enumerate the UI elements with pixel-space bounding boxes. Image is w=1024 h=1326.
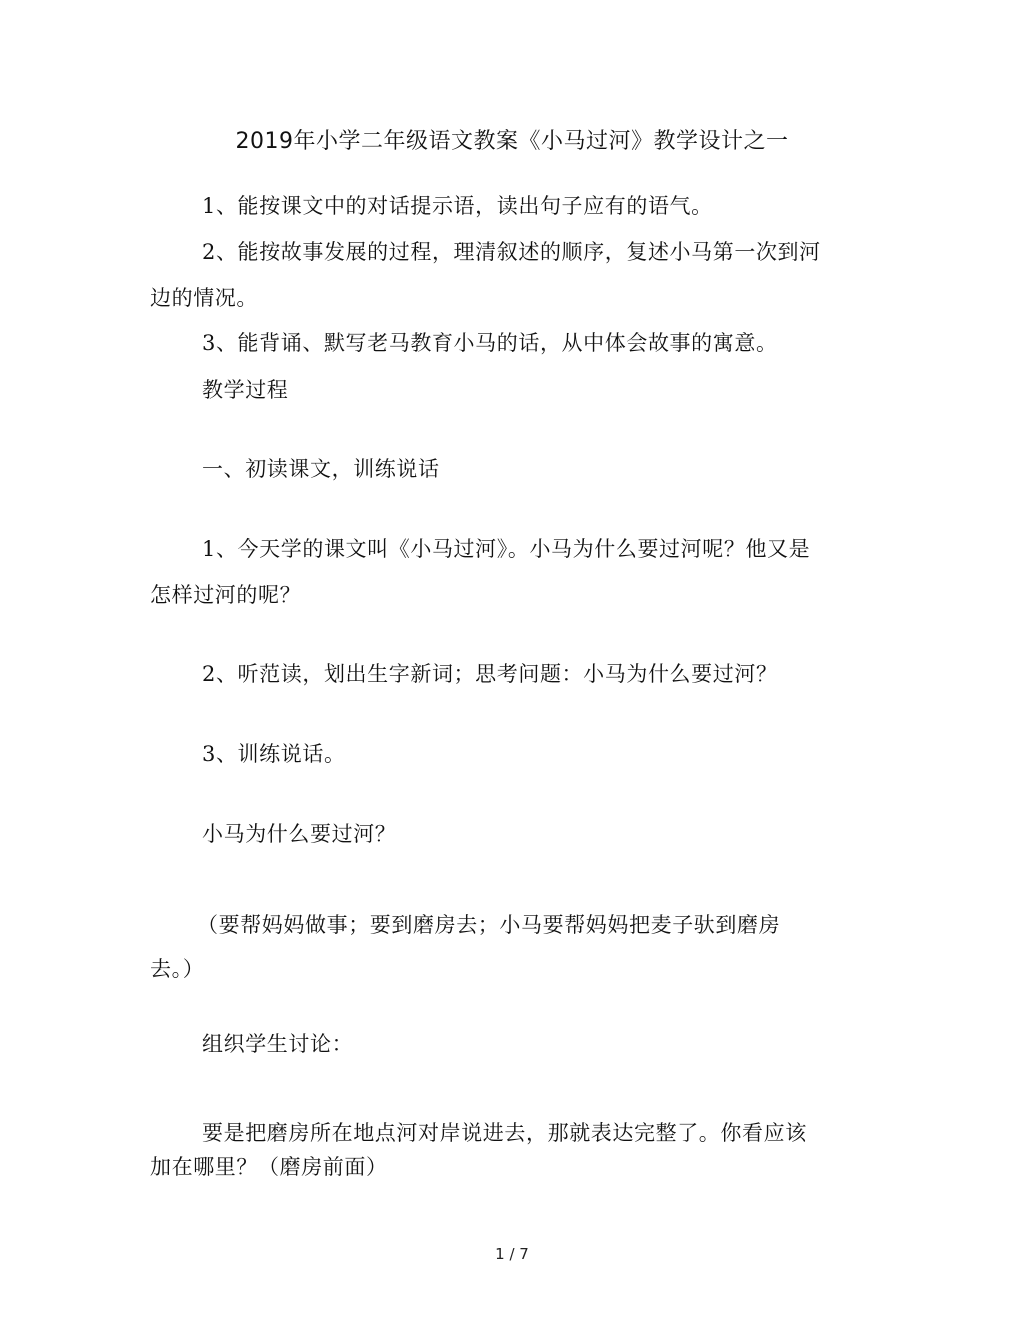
objective-1: 1、能按课文中的对话提示语，读出句子应有的语气。 bbox=[202, 194, 713, 218]
discussion-line-2: 加在哪里？（磨房前面） bbox=[150, 1155, 388, 1179]
answer-line-1: （要帮妈妈做事；要到磨房去；小马要帮妈妈把麦子驮到磨房 bbox=[197, 913, 781, 937]
section-1-heading: 一、初读课文，训练说话 bbox=[202, 457, 440, 481]
step-2: 2、听范读，划出生字新词；思考问题：小马为什么要过河？ bbox=[202, 662, 778, 686]
step-3: 3、训练说话。 bbox=[202, 742, 346, 766]
page-number: 1 / 7 bbox=[495, 1245, 529, 1263]
objective-3: 3、能背诵、默写老马教育小马的话，从中体会故事的寓意。 bbox=[202, 331, 778, 355]
discussion-line-1: 要是把磨房所在地点河对岸说进去，那就表达完整了。你看应该 bbox=[202, 1121, 807, 1145]
document-title: 2019年小学二年级语文教案《小马过河》教学设计之一 bbox=[235, 129, 789, 154]
objective-2-line-2: 边的情况。 bbox=[150, 286, 258, 310]
process-heading: 教学过程 bbox=[202, 378, 289, 402]
objective-2-line-1: 2、能按故事发展的过程，理清叙述的顺序，复述小马第一次到河 bbox=[202, 240, 821, 264]
discussion-heading: 组织学生讨论： bbox=[202, 1032, 354, 1056]
answer-line-2: 去。） bbox=[150, 957, 205, 981]
question: 小马为什么要过河？ bbox=[202, 822, 397, 846]
step-1-line-1: 1、今天学的课文叫《小马过河》。小马为什么要过河呢？他又是 bbox=[202, 537, 811, 561]
step-1-line-2: 怎样过河的呢？ bbox=[150, 583, 302, 607]
